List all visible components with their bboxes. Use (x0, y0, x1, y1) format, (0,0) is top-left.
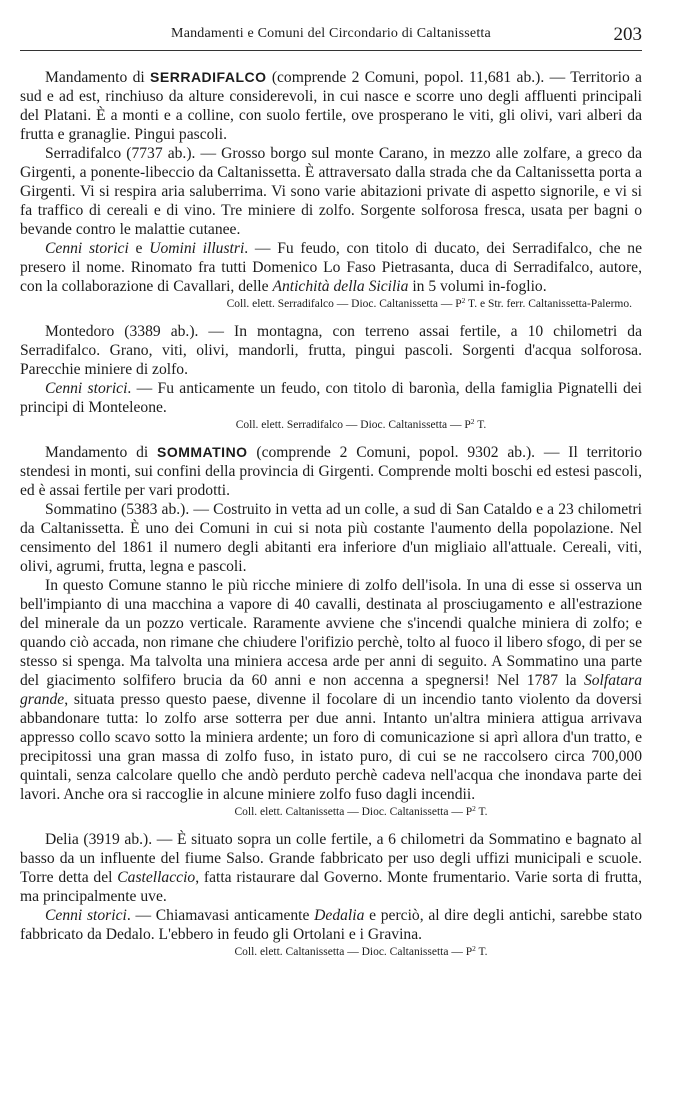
coll-montedoro: Coll. elett. Serradifalco — Dioc. Caltanissetta — $P^2$ T. (235, 416, 487, 431)
comune-serradifalco: Serradifalco (7737 ab.). — Grosso borgo sul monte Carano, in mezzo alle zolfare, a greco da Girgenti, a ponente-libeccio da Caltanissetta. È attraversato dalla strada che da Caltanissetta porta a Girgenti. Vi si respira aria saluberrima. Vi sono varie abitazioni private di aspetto signorile, e vi si fa traffico di cereali e di vino. Tre miniere di zolfo. Sorgente solforosa fresca, usata per bagni o bevande contro le malattie cutanee. (20, 145, 642, 238)
running-title: Mandamenti e Comuni del Circondario di Caltanissetta (171, 26, 491, 41)
coll-delia: Coll. elett. Caltanissetta — Dioc. Caltanissetta — $P^2$ T. (234, 943, 488, 958)
mandamento-name: SERRADIFALCO (150, 69, 267, 85)
mandamento-name: SOMMATINO (157, 444, 248, 460)
page-number: 203 (613, 24, 642, 45)
coll-sommatino: Coll. elett. Caltanissetta — Dioc. Caltanissetta — $P^2$ T. (234, 803, 488, 818)
comune-sommatino: Sommatino (5383 ab.). — Costruito in vetta ad un colle, a sud di San Cataldo e a 23 chilometri da Caltanissetta. È uno dei Comuni in cui si nota più costante l'aumento della popolazione. Nel censimento del 1861 il numero degli abitanti era inferiore d'un migliaio all'attuale. Cereali, viti, olivi, agrumi, frutta, legna e pascoli. (20, 501, 642, 575)
body-text (20, 68, 642, 960)
cenni-serradifalco: Cenni storici e Uomini illustri. — Fu feudo, con titolo di ducato, dei Serradifalco, che ne presero il nome. Rinomato fra tutti Domenico Lo Faso Pietrasanta, duca di Serradifalco, autore, con la collaborazione di Cavallari, delle Antichità della Sicilia in 5 volumi in-foglio. (20, 240, 643, 295)
mandamento-serradifalco: Mandamento di SERRADIFALCO (comprende 2 Comuni, popol. 11,681 ab.). — Territorio a sud e ad est, rinchiuso da alture considerevoli, in cui nasce e scorre uno degli affluenti principali del Platani. È a monti e a colline, con suolo fertile, ove prosperano le viti, gli olivi, vari alberi da frutta e granaglie. Pingui pascoli. (20, 69, 642, 143)
header-rule (20, 50, 642, 51)
comune-delia: Delia (3919 ab.). — È situato sopra un colle fertile, a 6 chilometri da Sommatino e bagnato al basso da un influente del fiume Salso. Grande fabbricato per uso degli uffizi municipali e scuole. Torre detta del Castellaccio, fatta ristaurare dal Governo. Monte frumentario. Varie sorta di frutta, ma principalmente uve. (20, 831, 642, 905)
page (20, 0, 643, 958)
cenni-montedoro: Cenni storici. — Fu anticamente un feudo, con titolo di baronìa, della famiglia Pignatelli dei principi di Monteleone. (20, 380, 643, 416)
sommatino-miniere: In questo Comune stanno le più ricche miniere di zolfo dell'isola. In una di esse si osserva un bell'impianto di una macchina a vapore di 40 cavalli, destinata al prosciugamento e all'estrazione del minerale da un pozzo verticale. Raramente avviene che s'incendi qualche miniera di zolfo; e quando ciò accada, non rimane che chiudere l'orifizio perchè, tolto al fuoco il libero sfogo, di per se stesso si spenga. Ma talvolta una miniera accesa arde per anni di seguito. A Sommatino una parte del giacimento solfifero brucia da 60 anni e non accenna a spegnersi! Nel 1787 la Solfatara grande, situata presso questo paese, divenne il focolare di un incendio tanto violento da doversi abbandonare tutta: lo zolfo arse sotterra per due anni. Intanto un'altra miniera attigua arrivava appresso collo scavo sotto la miniera ardente; un foro di comunicazione si aprì allora d'un tratto, e precipitossi una gran massa di zolfo fuso, in istato puro, di cui se ne raccolsero circa 700,000 quintali, senza calcolare quello che andò perduto perchè cadeva nell'acqua che inondava parte dei lavori. Anche ora si raccoglie in alcune miniere zolfo fuso dagli incendii. (20, 577, 642, 803)
mandamento-sommatino: Mandamento di SOMMATINO (comprende 2 Comuni, popol. 9302 ab.). — Il territorio stendesi in monti, sui confini della provincia di Girgenti. Comprende molti boschi ed estesi pascoli, ed è assai fertile per vari prodotti. (20, 444, 642, 499)
cenni-delia: Cenni storici. — Chiamavasi anticamente Dedalia e perciò, al dire degli antichi, sarebbe stato fabbricato da Dedalo. L'ebbero in feudo gli Ortolani e i Gravina. (20, 907, 642, 943)
comune-montedoro: Montedoro (3389 ab.). — In montagna, con terreno assai fertile, a 10 chilometri da Serradifalco. Grano, viti, olivi, mandorli, frutta, pingui pascoli. Sorgenti d'acqua solforosa. Parecchie miniere di zolfo. (20, 323, 642, 378)
page-header (20, 24, 642, 62)
coll-serradifalco: Coll. elett. Serradifalco — Dioc. Caltanissetta — $P^2$ T. e Str. ferr. Caltanissetta-Palermo. (226, 295, 632, 310)
